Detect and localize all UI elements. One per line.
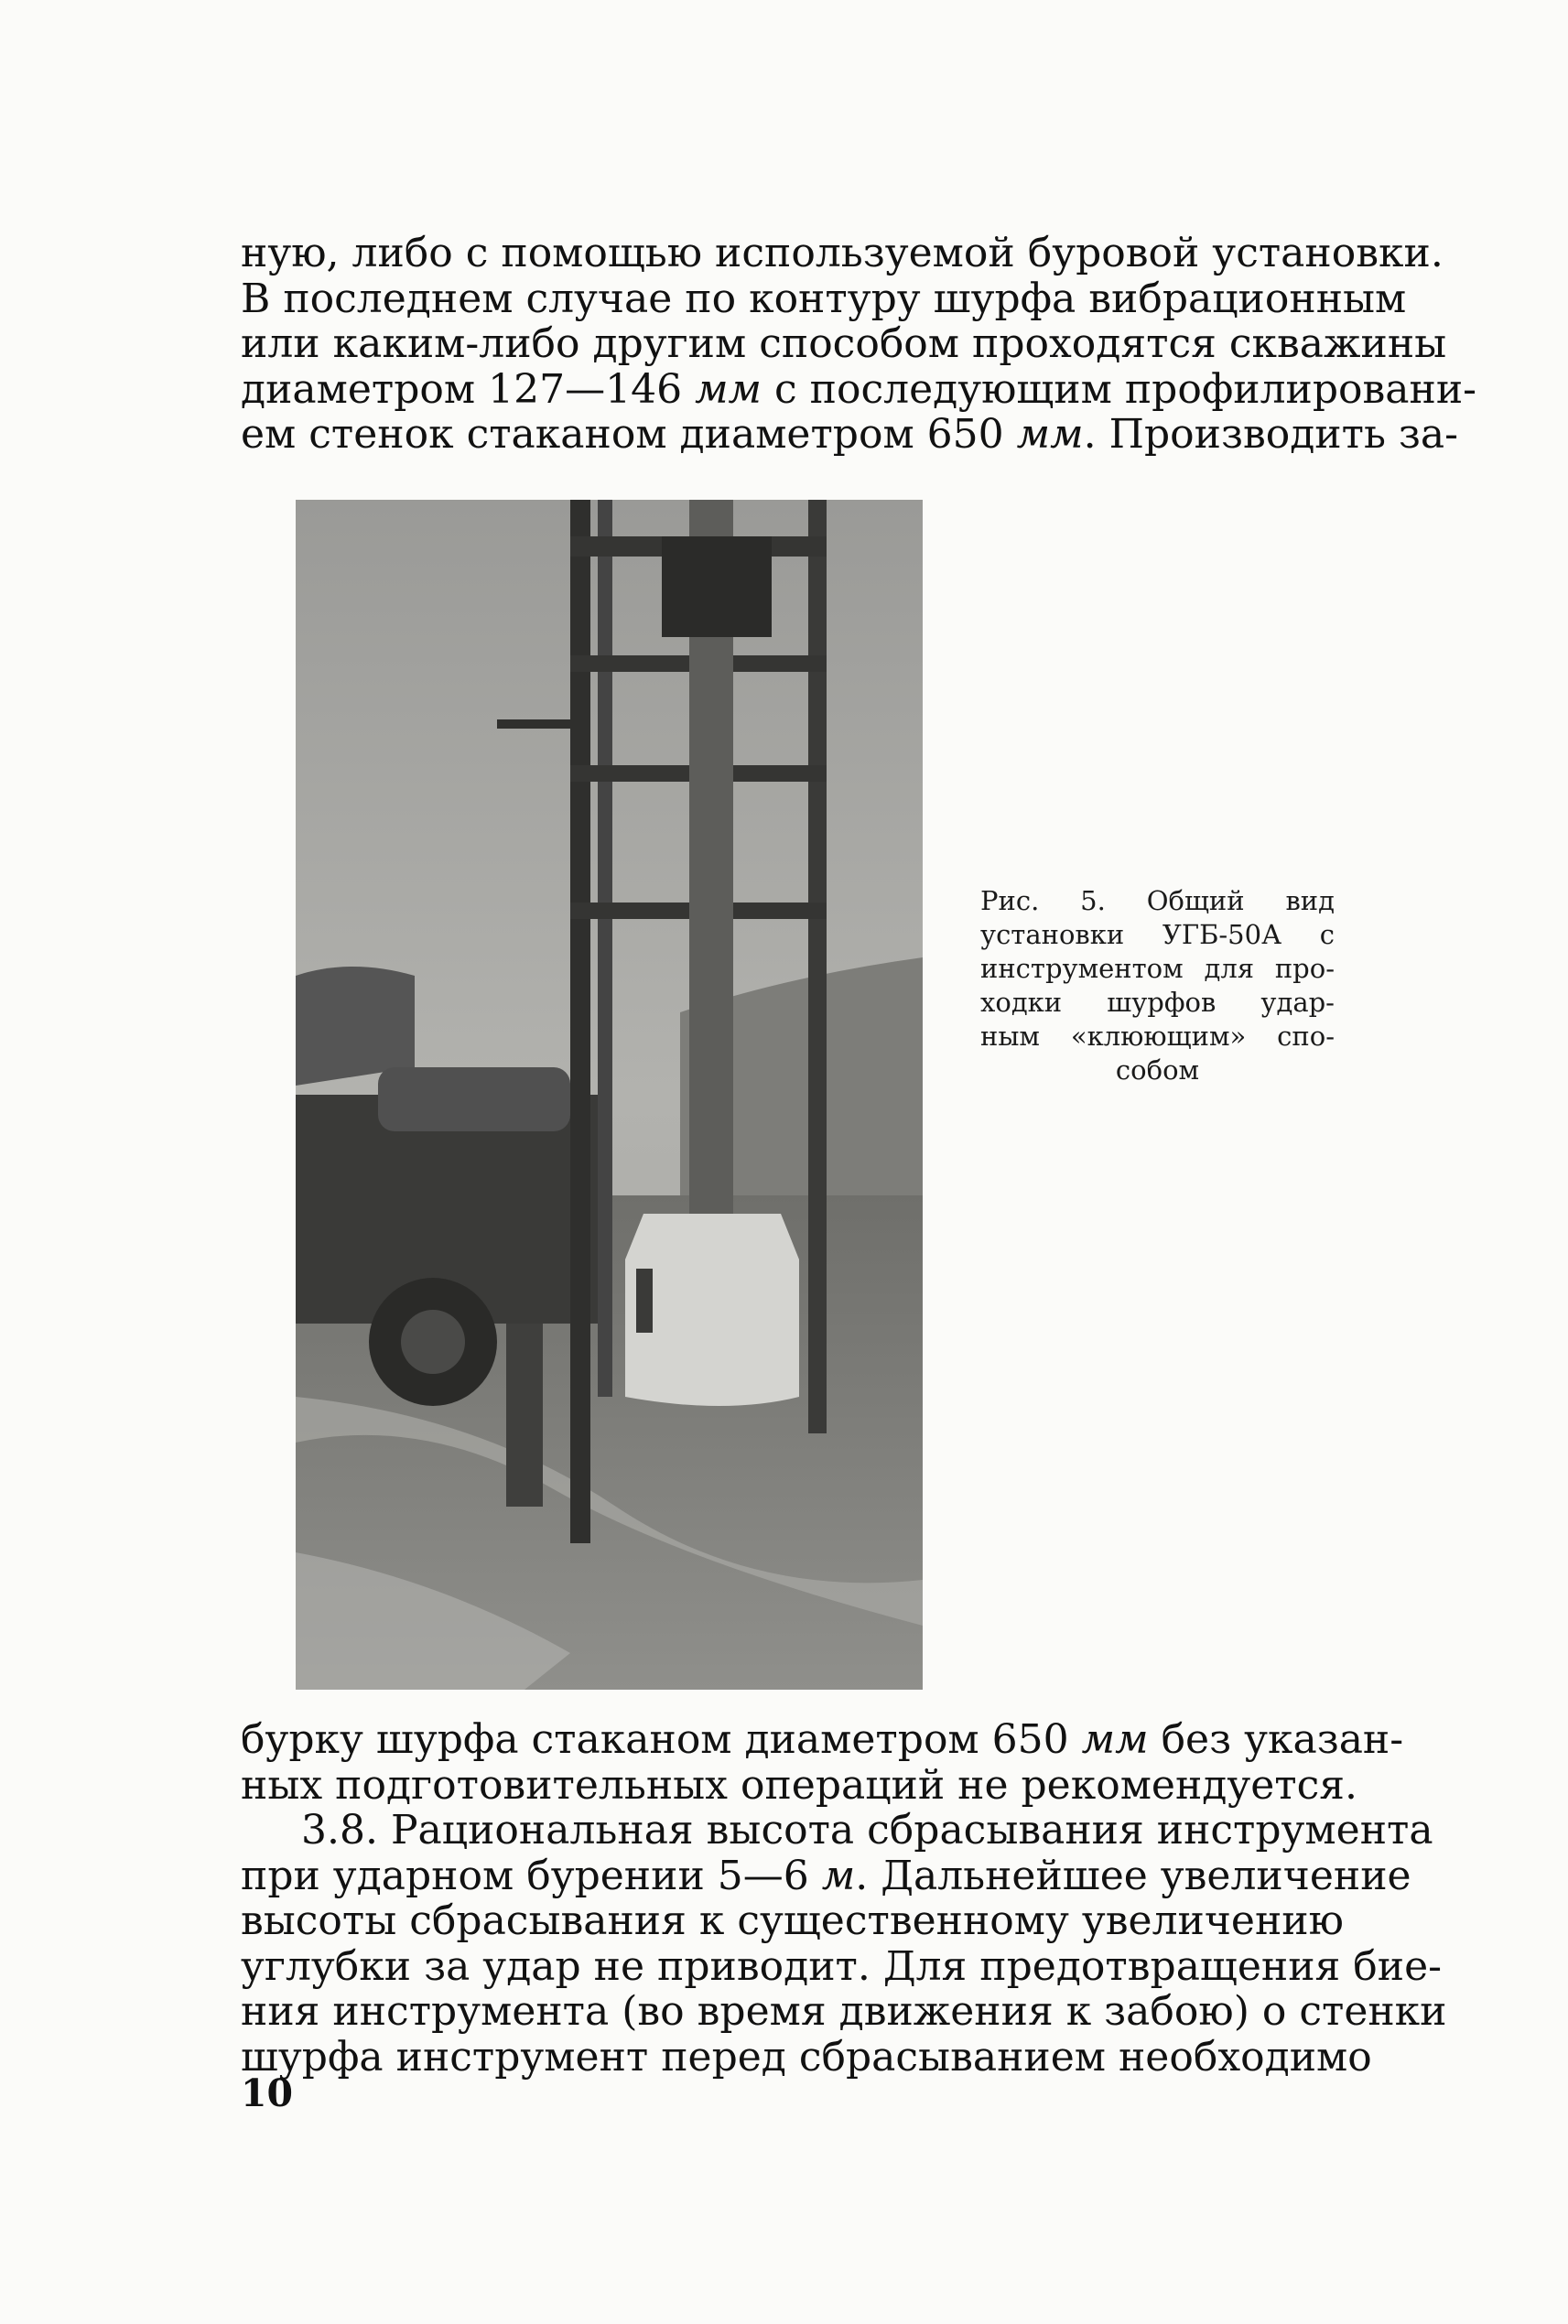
- unit-mm: мм: [1081, 1716, 1149, 1763]
- truck-tank: [378, 1067, 570, 1131]
- caption-line: Рис. 5. Общий вид: [980, 885, 1335, 916]
- text-line: или каким-либо другим способом проходятся скважины: [241, 320, 1447, 367]
- text-line: [241, 1716, 1404, 1763]
- section-heading-line: 3.8. Рациональная высота сбрасывания инструмента: [301, 1807, 1433, 1854]
- mast-right: [808, 500, 827, 1433]
- bottom-paragraph: [241, 1716, 1447, 2081]
- cup-slot: [636, 1269, 653, 1333]
- text-line: ния инструмента (во время движения к забою) о стенки: [241, 1988, 1447, 2035]
- figure-photo: [296, 500, 923, 1690]
- text-fragment: бурку шурфа стаканом диаметром 650: [241, 1716, 1082, 1763]
- support-leg: [506, 1324, 543, 1507]
- text-line: В последнем случае по контуру шурфа вибрационным: [241, 275, 1407, 322]
- caption-line: ным «клюющим» спо-: [980, 1021, 1335, 1052]
- text-line: ную, либо с помощью используемой буровой установки.: [241, 230, 1444, 276]
- unit-mm: мм: [1016, 411, 1084, 458]
- text-line: высоты сбрасывания к существенному увеличению: [241, 1897, 1344, 1944]
- side-arm: [497, 719, 589, 729]
- text-line: [241, 411, 1459, 458]
- drilling-rig-photo: [296, 500, 923, 1690]
- text-fragment: диаметром 127—146: [241, 365, 696, 413]
- text-line: ных подготовительных операций не рекомендуется.: [241, 1761, 1358, 1809]
- text-fragment: без указан-: [1148, 1716, 1404, 1763]
- caption-line: установки УГБ-50А с: [980, 919, 1335, 950]
- text-fragment: . Производить за-: [1083, 411, 1459, 458]
- figure-caption: [980, 884, 1335, 1087]
- drive-head: [662, 536, 772, 637]
- text-fragment: с последующим профилировани-: [762, 365, 1477, 413]
- text-line: [241, 365, 1477, 413]
- page-number: 10: [241, 2071, 294, 2115]
- text-line: углубки за удар не приводит. Для предотвращения бие-: [241, 1942, 1442, 1990]
- text-fragment: ем стенок стаканом диаметром 650: [241, 411, 1017, 458]
- text-line: [241, 1852, 1411, 1899]
- text-fragment: . Дальнейшее увеличение: [855, 1852, 1411, 1899]
- caption-line: инструментом для про-: [980, 953, 1335, 984]
- wheel-hub: [401, 1310, 465, 1374]
- mast-rail: [598, 500, 612, 1397]
- caption-line: собом: [1115, 1054, 1200, 1086]
- unit-m: м: [821, 1852, 856, 1899]
- unit-mm: мм: [695, 365, 762, 413]
- text-fragment: при ударном бурении 5—6: [241, 1852, 822, 1899]
- top-paragraph: [241, 230, 1477, 458]
- caption-line: ходки шурфов удар-: [980, 987, 1335, 1018]
- text-line: шурфа инструмент перед сбрасыванием необходимо: [241, 2033, 1372, 2081]
